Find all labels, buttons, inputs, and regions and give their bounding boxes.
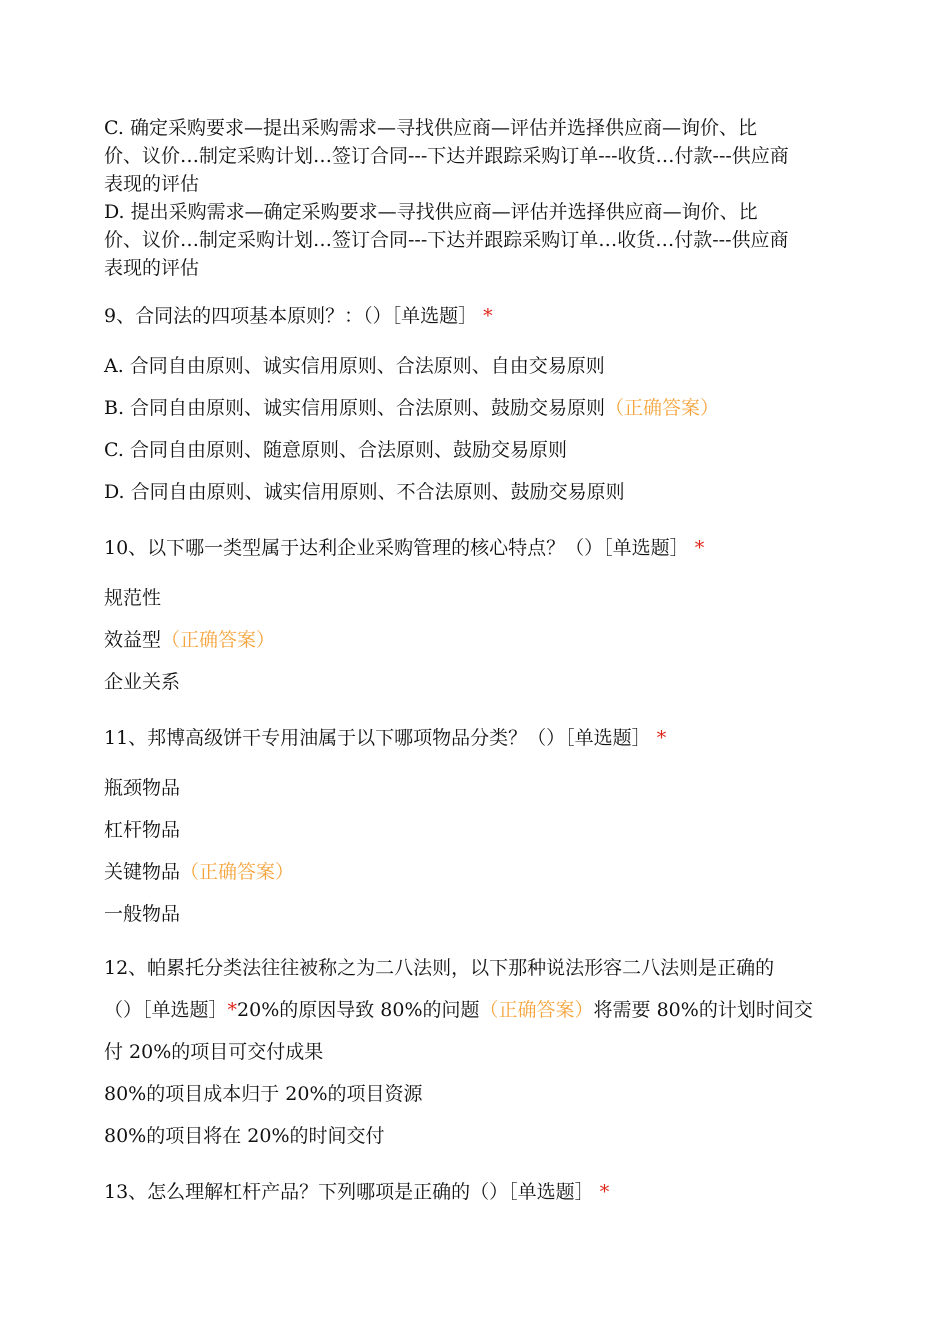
q8-option-c-line3: 表现的评估 xyxy=(104,173,200,195)
q8-option-c-line1: C. 确定采购要求—提出采购需求—寻找供应商—评估并选择供应商—询价、比 xyxy=(104,117,757,139)
q12-option-3: 80%的项目成本归于 20%的项目资源 xyxy=(104,1083,423,1105)
q8-option-d-line1: D. 提出采购需求—确定采购要求—寻找供应商—评估并选择供应商—询价、比 xyxy=(104,201,758,223)
q11-option-3-text: 关键物品 xyxy=(104,861,181,883)
q9-option-b xyxy=(104,394,849,422)
q12-title-line1: 12、帕累托分类法往往被称之为二八法则，以下那种说法形容二八法则是正确的 xyxy=(104,957,775,979)
q9-option-b-text: B. 合同自由原则、诚实信用原则、合法原则、鼓励交易原则 xyxy=(104,397,606,419)
q11-title xyxy=(104,724,849,752)
q13-title xyxy=(104,1178,849,1206)
q12-option-4: 80%的项目将在 20%的时间交付 xyxy=(104,1125,385,1147)
correct-answer-label: （正确答案） xyxy=(180,861,295,883)
q12-title-line2 xyxy=(104,996,849,1024)
q8-option-d xyxy=(104,198,849,282)
q11-option-3 xyxy=(104,858,849,886)
q12-option-2-part2: 付 20%的项目可交付成果 xyxy=(104,1041,324,1063)
q13-title-text: 13、怎么理解杠杆产品？下列哪项是正确的（）［单选题］ xyxy=(104,1181,594,1203)
q10-title xyxy=(104,534,849,562)
q8-option-c xyxy=(104,114,849,198)
q11-option-4: 一般物品 xyxy=(104,903,181,925)
q10-option-1: 规范性 xyxy=(104,587,162,609)
q10-option-3: 企业关系 xyxy=(104,671,181,693)
correct-answer-label: （正确答案） xyxy=(605,397,720,419)
q9-title-text: 9、合同法的四项基本原则？：（）［单选题］ xyxy=(104,305,478,327)
correct-answer-label: （正确答案） xyxy=(479,999,594,1021)
q9-option-a: A. 合同自由原则、诚实信用原则、合法原则、自由交易原则 xyxy=(104,355,605,377)
document-page xyxy=(104,114,849,1206)
q8-option-d-line3: 表现的评估 xyxy=(104,257,200,279)
q8-option-c-line2: 价、议价…制定采购计划…签订合同---下达并跟踪采购订单---收货…付款---供应商 xyxy=(104,145,789,167)
q10-option-2 xyxy=(104,626,849,654)
q9-option-c: C. 合同自由原则、随意原则、合法原则、鼓励交易原则 xyxy=(104,439,567,461)
q12-option-2-part1: 将需要 80%的计划时间交 xyxy=(593,999,813,1021)
q11-option-1: 瓶颈物品 xyxy=(104,777,181,799)
required-star: * xyxy=(656,727,667,749)
required-star: * xyxy=(483,305,493,327)
q9-option-d: D. 合同自由原则、诚实信用原则、不合法原则、鼓励交易原则 xyxy=(104,481,625,503)
q12-title-suffix: （）［单选题］ xyxy=(104,999,228,1021)
q10-title-text: 10、以下哪一类型属于达利企业采购管理的核心特点？（）［单选题］ xyxy=(104,537,689,559)
correct-answer-label: （正确答案） xyxy=(161,629,276,651)
q8-option-d-line2: 价、议价…制定采购计划…签订合同---下达并跟踪采购订单…收货…付款---供应商 xyxy=(104,229,789,251)
required-star: * xyxy=(694,537,705,559)
q10-option-2-text: 效益型 xyxy=(104,629,162,651)
q11-option-2: 杠杆物品 xyxy=(104,819,181,841)
q9-title xyxy=(104,302,849,330)
required-star: * xyxy=(227,999,238,1021)
q11-title-text: 11、邦博高级饼干专用油属于以下哪项物品分类？（）［单选题］ xyxy=(104,727,651,749)
q12-option-1-text: 20%的原因导致 80%的问题 xyxy=(237,999,480,1021)
required-star: * xyxy=(599,1181,610,1203)
